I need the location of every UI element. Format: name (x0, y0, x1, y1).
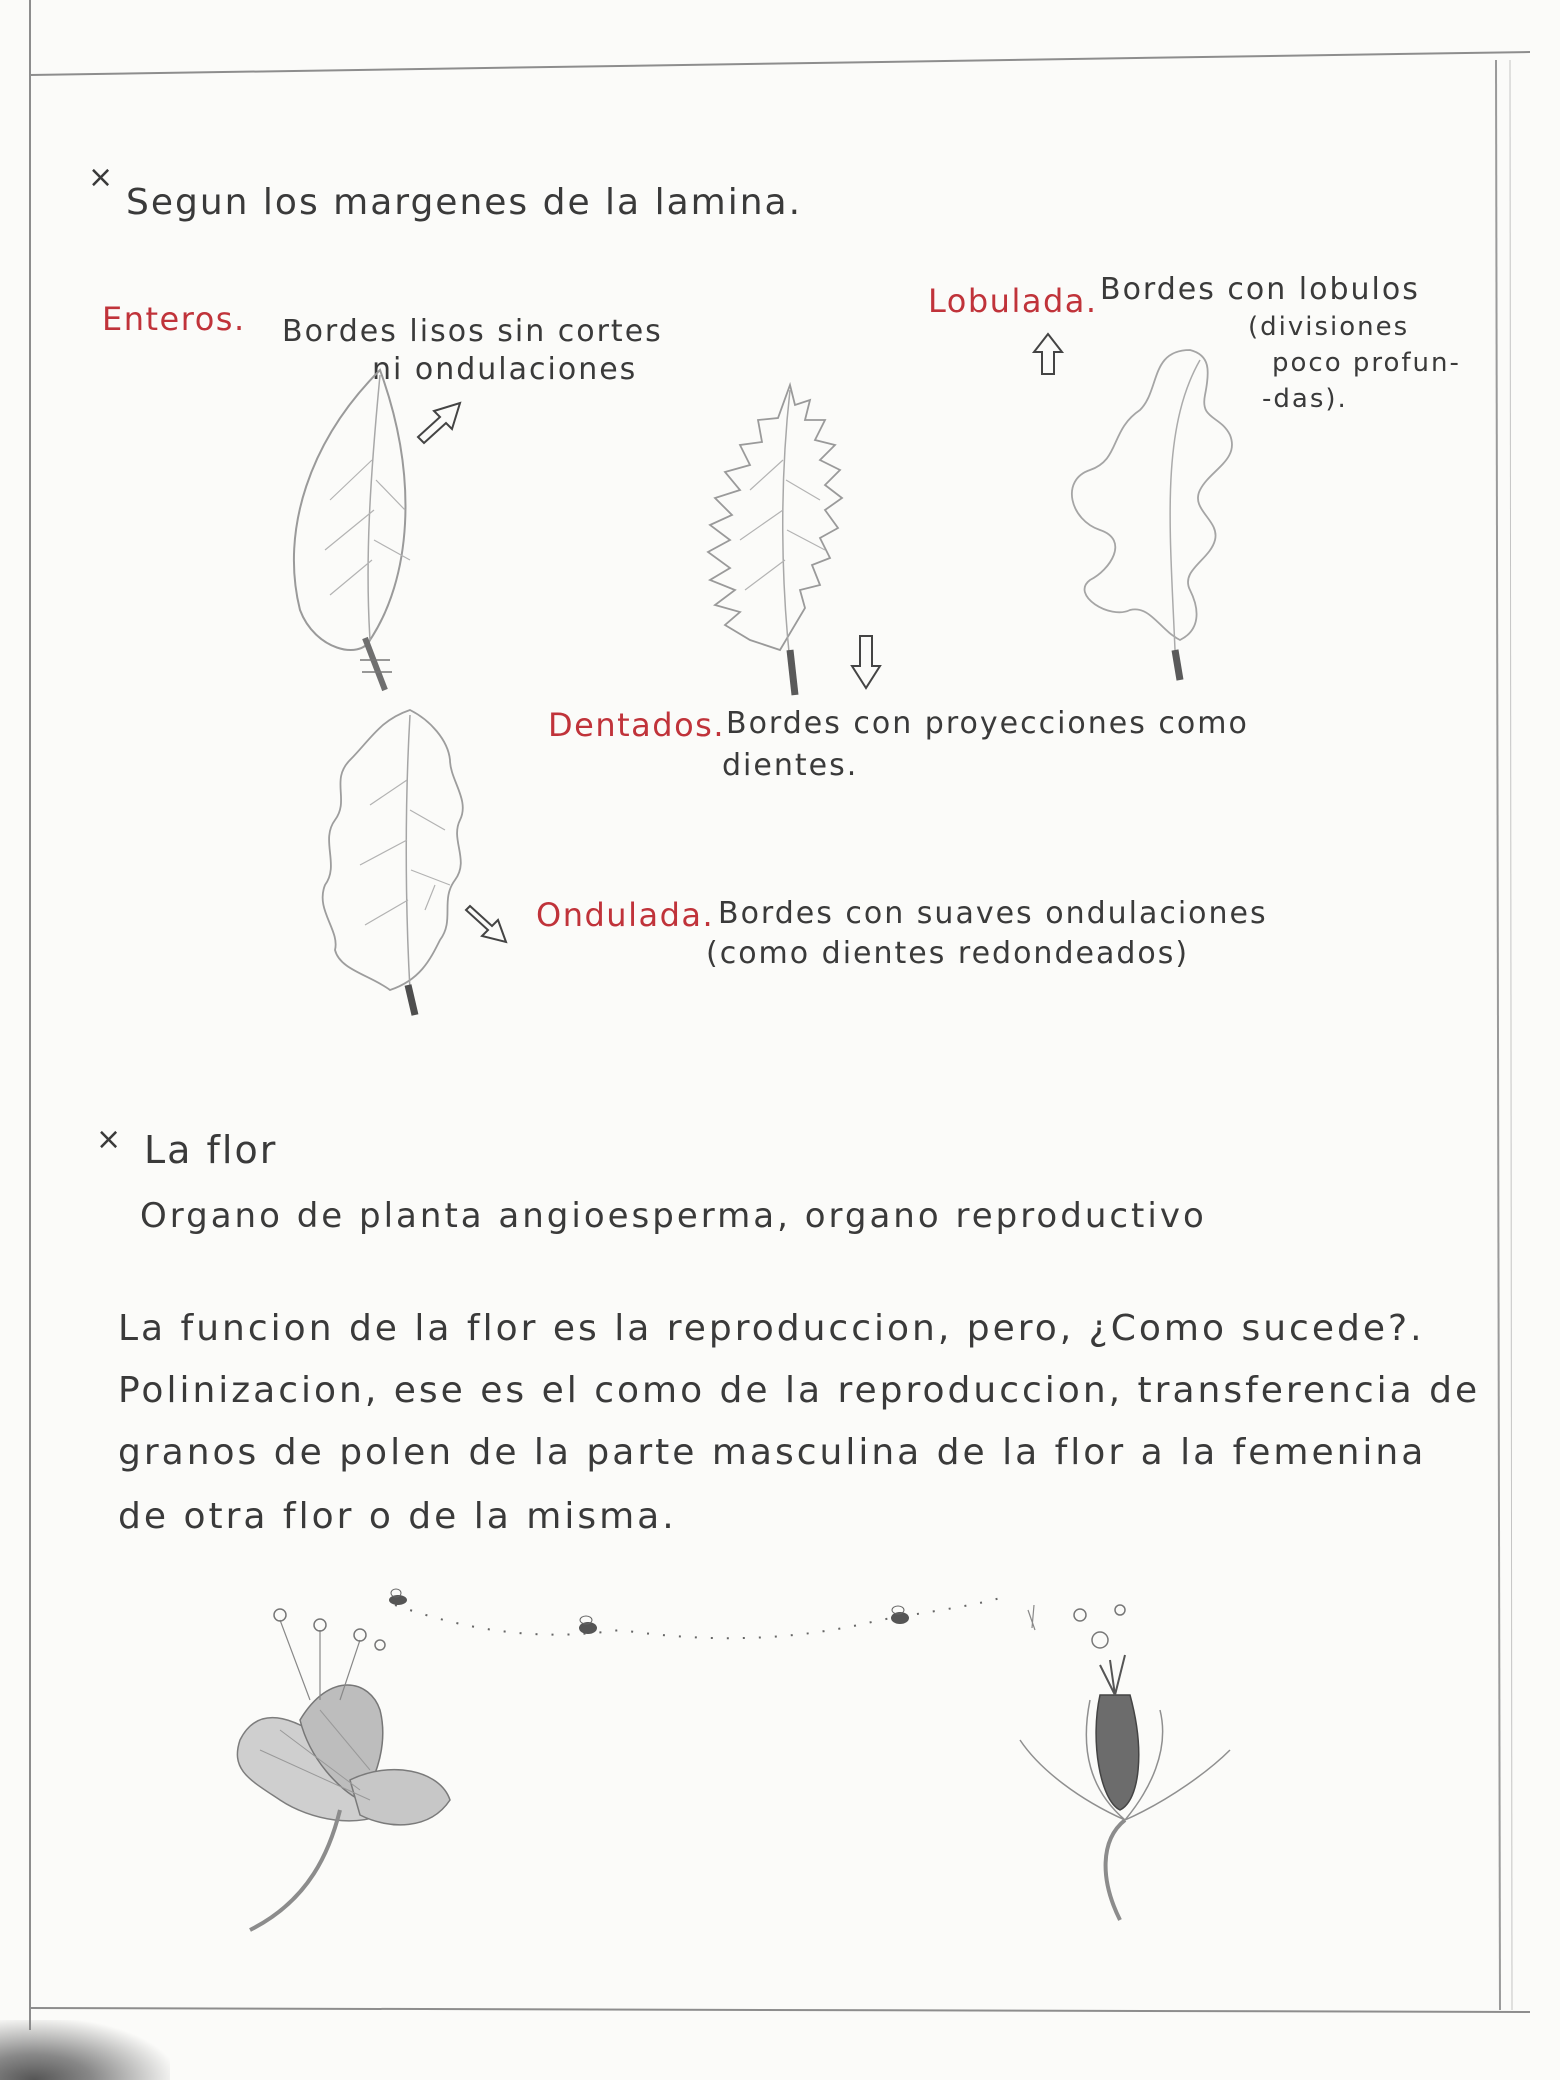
female-flower-drawing (1020, 1605, 1230, 1920)
desc-enteros-1: Bordes lisos sin cortes (282, 314, 663, 349)
desc-dentados-2: dientes. (722, 748, 859, 783)
label-dentados: Dentados. (548, 706, 725, 744)
bullet-margins: × (88, 160, 114, 195)
bee-icon (579, 1616, 597, 1634)
desc-enteros-2: ni ondulaciones (372, 352, 638, 387)
label-lobulada: Lobulada. (928, 282, 1098, 320)
desc-dentados-1: Bordes con proyecciones como (726, 706, 1249, 741)
leaf-toothed-drawing (680, 380, 860, 700)
photo-shadow (0, 2020, 170, 2080)
desc-lobulada-1: Bordes con lobulos (1100, 272, 1420, 307)
desc-ondulada-2: (como dientes redondeados) (706, 936, 1190, 971)
label-ondulada: Ondulada. (536, 896, 715, 934)
leaf-wavy-drawing (310, 700, 480, 1020)
arrow-dentados-icon (846, 632, 886, 692)
pollination-illustration (220, 1600, 1260, 1980)
arrow-enteros-icon (410, 395, 470, 445)
heading-flower: La flor (144, 1128, 278, 1172)
arrow-lobulada-icon (1028, 330, 1068, 380)
flower-definition: Organo de planta angioesperma, organo reproductivo (140, 1196, 1207, 1236)
heading-margins: Segun los margenes de la lamina. (126, 182, 803, 223)
leaf-lobed-drawing (1050, 330, 1250, 690)
desc-lobulada-3: poco profun- (1272, 348, 1461, 378)
desc-lobulada-4: -das). (1262, 384, 1348, 414)
bullet-flower: × (96, 1122, 122, 1157)
paragraph-line-4: de otra flor o de la misma. (118, 1496, 677, 1537)
paragraph-line-1: La funcion de la flor es la reproduccion, pero, ¿Como sucede?. (118, 1308, 1425, 1349)
bee-icon (891, 1606, 909, 1624)
paragraph-line-2: Polinizacion, ese es el como de la reproduccion, transferencia de (118, 1370, 1481, 1411)
label-enteros: Enteros. (102, 300, 246, 338)
paragraph-line-3: granos de polen de la parte masculina de la flor a la femenina (118, 1432, 1427, 1473)
arrow-ondulada-icon (466, 896, 526, 946)
desc-ondulada-1: Bordes con suaves ondulaciones (718, 896, 1268, 931)
male-flower-drawing (237, 1609, 450, 1930)
desc-lobulada-2: (divisiones (1248, 312, 1410, 342)
